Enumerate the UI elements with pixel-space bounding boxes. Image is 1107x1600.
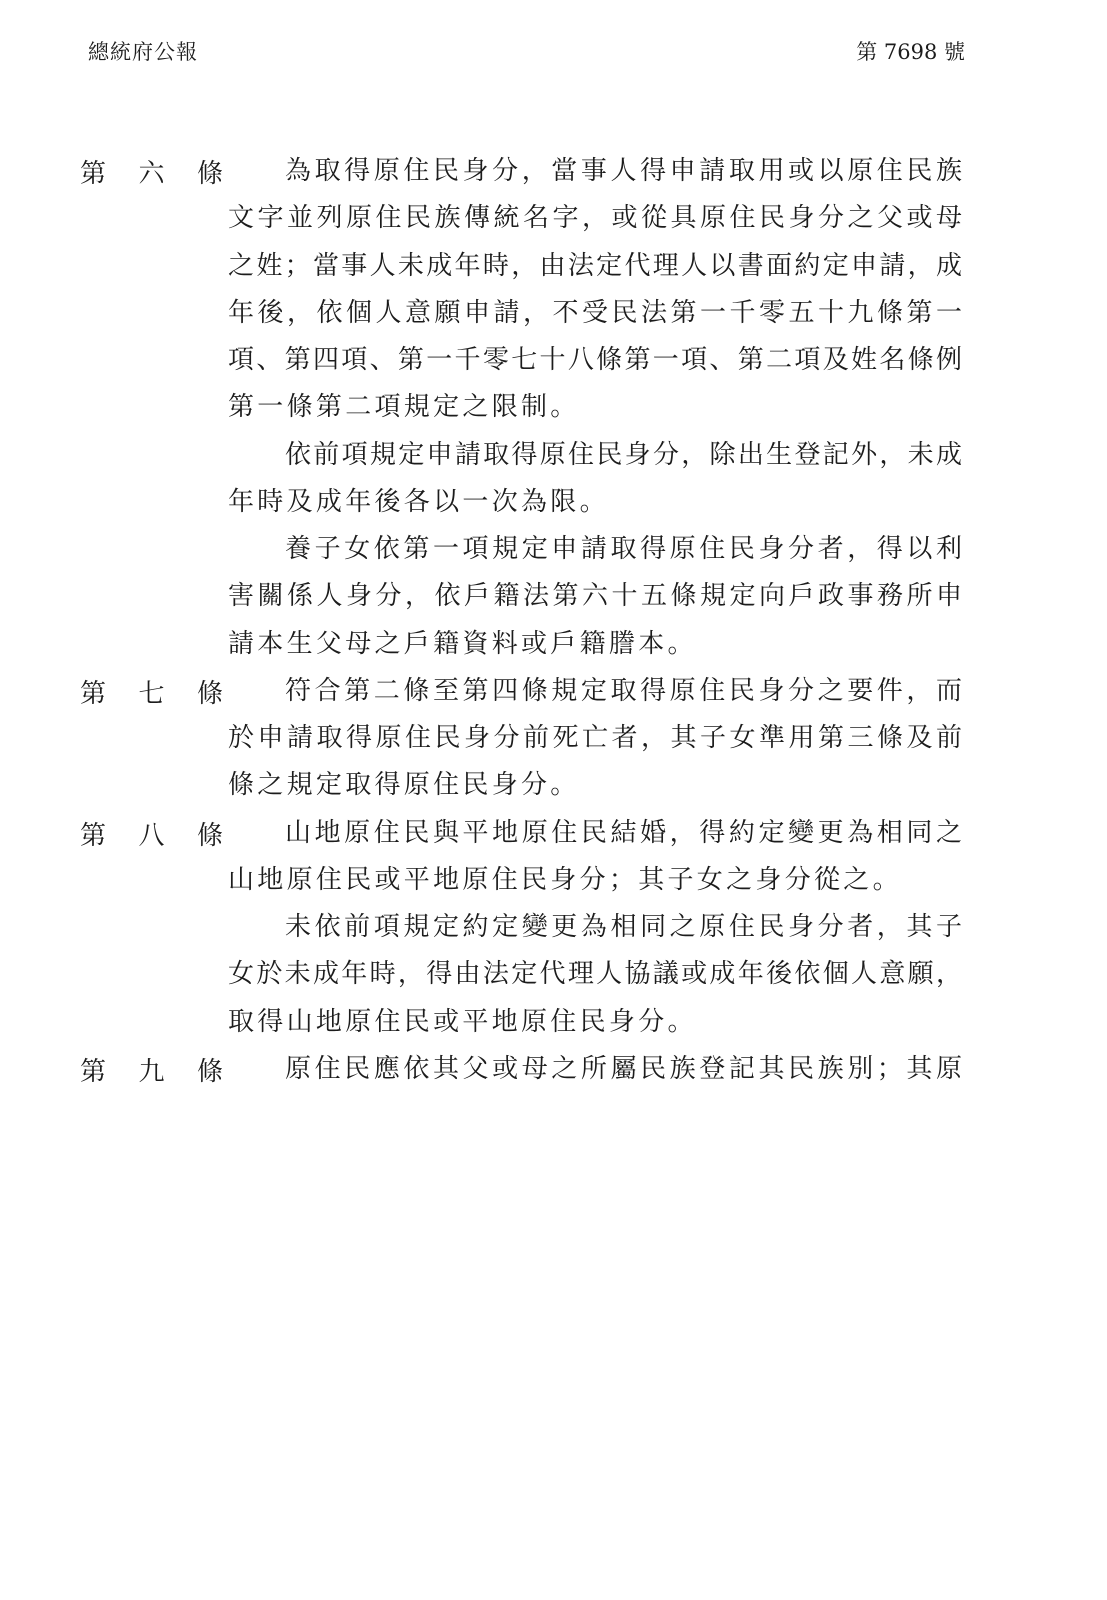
text-row [0, 243, 1107, 290]
text-row [0, 857, 1107, 904]
gazette-title: 總統府公報 [88, 40, 198, 64]
article-9-row [0, 1046, 1107, 1093]
text-row [0, 904, 1107, 951]
article-label [80, 1046, 223, 1093]
article-label-prefix: 第 [80, 159, 107, 190]
article-label-prefix: 第 [80, 1056, 107, 1087]
paragraph-line: 依前項規定申請取得原住民身分，除出生登記外，未成 [285, 439, 962, 470]
paragraph-line: 第一條第二項規定之限制。 [228, 392, 580, 423]
text-row [0, 999, 1107, 1046]
text-row [0, 337, 1107, 384]
paragraph-line: 取得山地原住民或平地原住民身分。 [228, 1006, 697, 1037]
document-body [0, 148, 1107, 1093]
article-label-suffix: 條 [197, 678, 224, 709]
text-row [0, 432, 1107, 479]
text-row [0, 384, 1107, 431]
paragraph-line: 山地原住民或平地原住民身分；其子女之身分從之。 [228, 864, 902, 895]
paragraph-line: 符合第二條至第四條規定取得原住民身分之要件，而 [285, 675, 962, 706]
paragraph-line: 未依前項規定約定變更為相同之原住民身分者，其子 [285, 912, 962, 942]
paragraph-line: 年後，依個人意願申請，不受民法第一千零五十九條第一 [228, 297, 962, 328]
paragraph-line: 原住民應依其父或母之所屬民族登記其民族別；其原 [285, 1053, 962, 1084]
text-row [0, 526, 1107, 573]
article-label-number: 六 [138, 159, 165, 190]
paragraph-line: 山地原住民與平地原住民結婚，得約定變更為相同之 [285, 817, 962, 848]
article-label-suffix: 條 [197, 820, 224, 851]
text-row [0, 762, 1107, 809]
article-label-number: 八 [138, 820, 165, 851]
text-row [0, 195, 1107, 242]
article-7-row [0, 668, 1107, 715]
paragraph-line: 之姓；當事人未成年時，由法定代理人以書面約定申請，成 [228, 250, 962, 281]
article-label-number: 九 [138, 1056, 165, 1087]
article-label-prefix: 第 [80, 820, 107, 851]
paragraph-line: 於申請取得原住民身分前死亡者，其子女準用第三條及前 [228, 723, 962, 753]
article-8-row [0, 810, 1107, 857]
article-label [80, 810, 223, 857]
paragraph-line: 養子女依第一項規定申請取得原住民身分者，得以利 [285, 534, 962, 564]
article-6-row [0, 148, 1107, 195]
paragraph-line: 為取得原住民身分，當事人得申請取用或以原住民族 [285, 156, 962, 186]
text-row [0, 290, 1107, 337]
paragraph-line: 害關係人身分，依戶籍法第六十五條規定向戶政事務所申 [228, 581, 962, 612]
paragraph-line: 項、第四項、第一千零七十八條第一項、第二項及姓名條例 [228, 345, 962, 375]
issue-number: 第 7698 號 [856, 40, 965, 64]
text-row [0, 951, 1107, 998]
article-label-number: 七 [138, 678, 165, 709]
paragraph-line: 女於未成年時，得由法定代理人協議或成年後依個人意願， [228, 959, 962, 990]
article-label [80, 148, 223, 195]
text-row [0, 715, 1107, 762]
paragraph-line: 文字並列原住民族傳統名字，或從具原住民身分之父或母 [228, 203, 962, 234]
text-row [0, 621, 1107, 668]
paragraph-line: 請本生父母之戶籍資料或戶籍謄本。 [228, 628, 697, 659]
article-label-suffix: 條 [197, 159, 224, 190]
article-label-prefix: 第 [80, 678, 107, 709]
article-label [80, 668, 223, 715]
text-row [0, 479, 1107, 526]
article-label-suffix: 條 [197, 1056, 224, 1087]
paragraph-line: 條之規定取得原住民身分。 [228, 770, 580, 801]
paragraph-line: 年時及成年後各以一次為限。 [228, 486, 609, 517]
text-row [0, 573, 1107, 620]
